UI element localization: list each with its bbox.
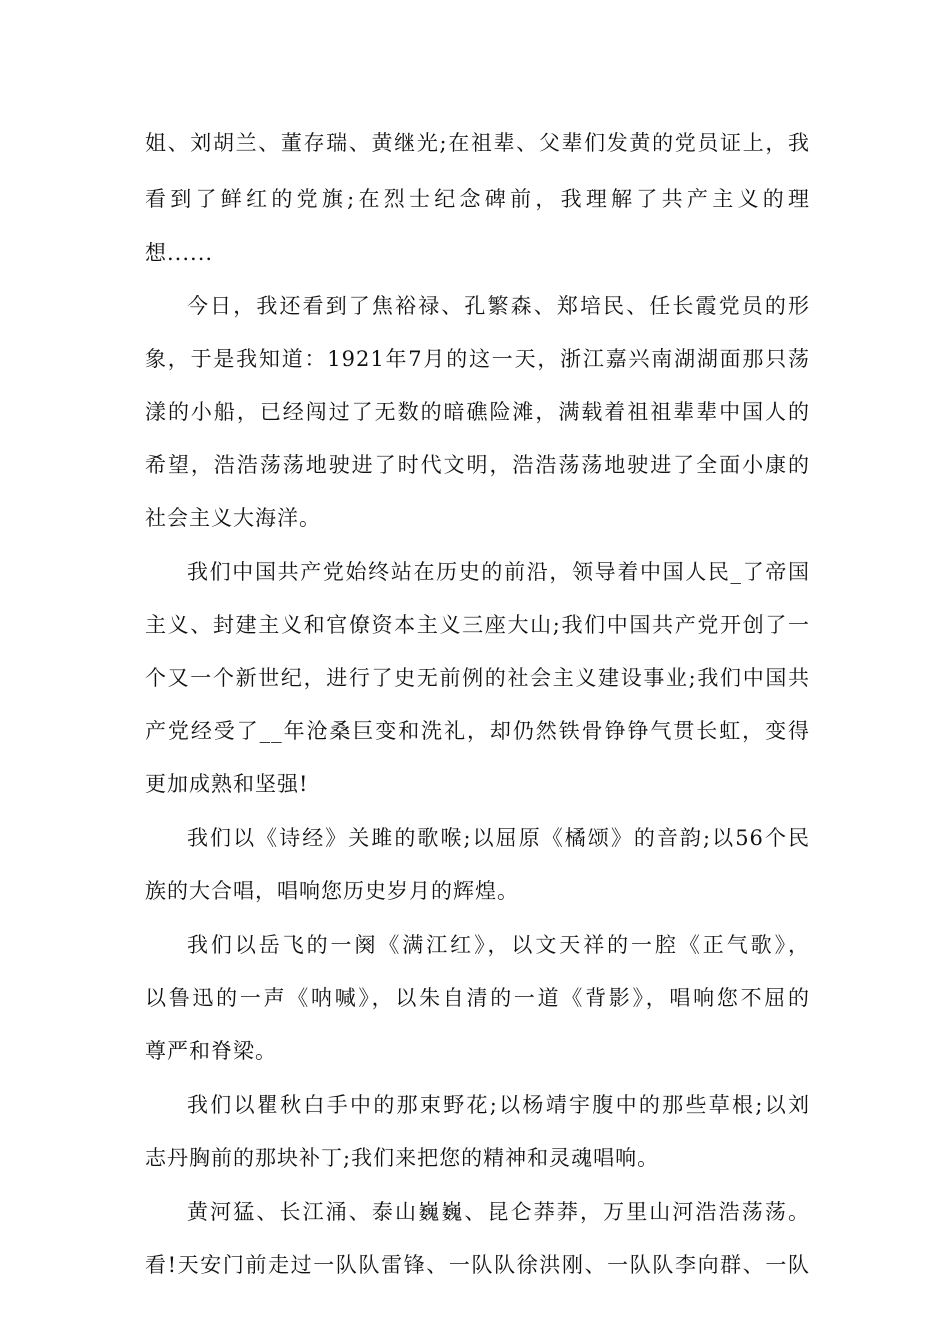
paragraph-start-line: 今日，我还看到了焦裕禄、孔繁森、郑培民、任长霞党员的形 [187,294,810,318]
text-line: 族的大合唱，唱响您历史岁月的辉煌。 [145,879,519,903]
text-line: 看!天安门前走过一队队雷锋、一队队徐洪刚、一队队李向群、一队 [145,1253,810,1277]
text-line: 象，于是我知道：1921年7月的这一天，浙江嘉兴南湖湖面那只荡 [145,347,810,371]
paragraph-start-line: 黄河猛、长江涌、泰山巍巍、昆仑莽莽，万里山河浩浩荡荡。 [187,1200,810,1224]
text-line: 志丹胸前的那块补丁;我们来把您的精神和灵魂唱响。 [145,1146,660,1170]
text-line: 尊严和脊梁。 [145,1039,277,1063]
text-line: 姐、刘胡兰、董存瑞、黄继光;在祖辈、父辈们发黄的党员证上，我 [145,131,810,155]
text-line: 希望，浩浩荡荡地驶进了时代文明，浩浩荡荡地驶进了全面小康的 [145,453,810,477]
text-line: 以鲁迅的一声《呐喊》，以朱自清的一道《背影》，唱响您不屈的 [145,986,810,1010]
text-line: 产党经受了__年沧桑巨变和洗礼，却仍然铁骨铮铮气贯长虹，变得 [145,719,810,743]
text-line: 看到了鲜红的党旗;在烈士纪念碑前，我理解了共产主义的理 [145,187,810,211]
paragraph-start-line: 我们中国共产党始终站在历史的前沿，领导着中国人民_了帝国 [187,560,810,584]
paragraph-start-line: 我们以瞿秋白手中的那束野花;以杨靖宇腹中的那些草根;以刘 [187,1093,810,1117]
text-line: 个又一个新世纪，进行了史无前例的社会主义建设事业;我们中国共 [145,666,810,690]
text-line: 主义、封建主义和官僚资本主义三座大山;我们中国共产党开创了一 [145,613,810,637]
paragraph-start-line: 我们以岳飞的一阕《满江红》，以文天祥的一腔《正气歌》， [187,933,810,957]
text-line: 更加成熟和坚强! [145,772,309,796]
text-line: 社会主义大海洋。 [145,506,321,530]
paragraph-start-line: 我们以《诗经》关雎的歌喉;以屈原《橘颂》的音韵;以56个民 [187,826,810,850]
text-line: 漾的小船，已经闯过了无数的暗礁险滩，满载着祖祖辈辈中国人的 [145,400,810,424]
text-line: 想...... [145,241,214,265]
